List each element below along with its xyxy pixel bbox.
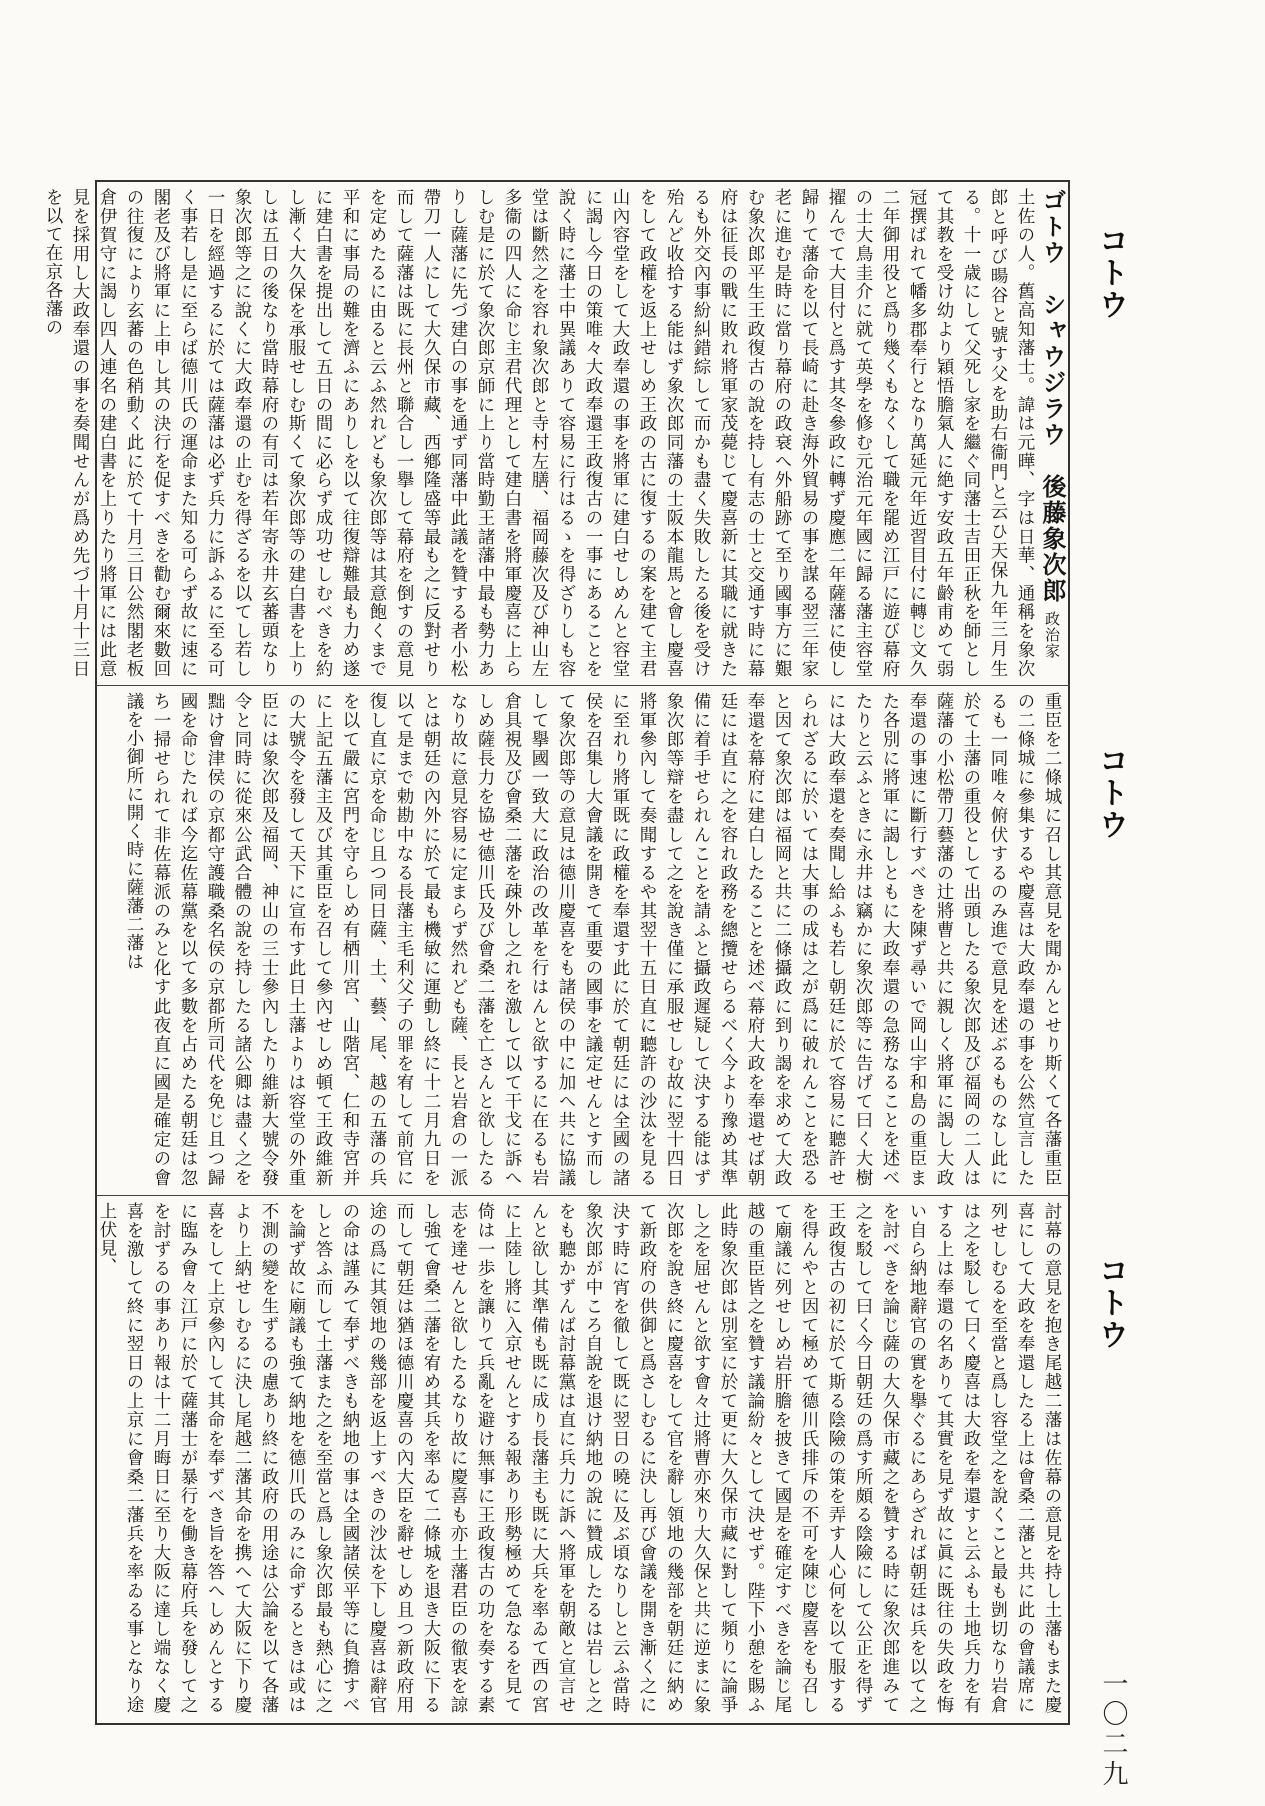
- tier-divider-2: [95, 1195, 1070, 1196]
- tier-top-text: [43, 188, 1066, 678]
- entry-field: 政治家: [1043, 610, 1061, 659]
- entry-heading: ゴトウ シャウジラウ 後藤象次郎: [1038, 188, 1066, 604]
- running-head-top: コトウ: [1093, 225, 1128, 321]
- entry-body-3: 討幕の意見を抱き尾越二藩は佐幕の意見を持し土藩もまた慶喜にして大政を奉還したる上は會桑二藩と共に此の會議席に列せしむるを至當と爲し容堂之を說くこと最も剴切なり岩倉は之を駁して曰く慶喜は大政を奉還すと云ふも土地兵力を有する上は奉還の名ありて其實を見ず故に眞に既往の失政を悔い自ら納地辭官の實を擧ぐるにあらざれば朝廷は兵を以て之を討べきを論じ薩の大久保市藏之を贊する時に象次郎進みて之を駁して曰く今日朝廷の爲す所頗る陰險にして公正を得ず王政復古の初に於て斯る陰險の策を弄す人心何を以て服するを得んやと因て極めて德川氏排斥の不可を陳じ慶喜をも召して廟議に列せしめ岩肝膽を披きて國是を確定すべきを論じ尾越の重臣皆之を贊す議論紛々として決せず。陛下小憩を賜ふ此時象次郎は別室に於て更に大久保市藏に對して頻りに論爭し之を屈せんと欲す會々辻將曹亦來り大久保と共に逆まに象次郎を說き終に慶喜をして官を辭し領地の幾部を朝廷に納めて新政府の供御と爲さしむるに決し再び會議を開き漸く之に決す時に宵を徹して既に翌日の曉に及ぶ頃なりしと云ふ當時象次郎が中ころ自說を退け納地の說に贊成したるは岩しと之をも聽かずんば討幕黨は直に兵力に訴へ將軍を朝敵と宣言せんと欲し其準備も既に成り長藩主も既に大兵を率ゐて西の宮に上陸し將に入京せんとする報あり形勢極めて急なるを見て倚は一歩を讓りて兵亂を避け無事に王政復古の功を奏する素志を達せんと欲したるなり故に慶喜も亦土藩君臣の徹衷を諒し強て會桑二藩を宥め其兵を率ゐて二條城を退き大阪に下る而して朝廷は猶ほ德川慶喜の內大臣を辭せしめ且つ新政府用途の爲に其領地の幾部を返上すべきの沙汰を下し慶喜は辭官の命は謹みて奉ずべきも納地の事は全國諸侯平等に負擔すべしと答ふ而して土藩また之を至當と爲し象次郎最も熱心に之を論ず故に廟議も強て納地を德川氏のみに命ずるときは或は不測の變を生ずるの慮あり終に政府の用途は公論を以て各藩より上納せしむるに決し尾越二藩其命を携へて大阪に下り慶喜をして上京參內して其命を奉ずべき旨を答へしめんとするに臨み會々江戸に於て薩藩士が暴行を働き幕府兵を發して之を討ずるの事あり報は十二月晦日に至り大阪に達し端なく慶喜を激して終に翌日の上京に會桑二藩兵を率ゐる事となり途上伏見、: [97, 1202, 1062, 1714]
- tier-divider-1: [95, 685, 1070, 686]
- page-number: 一〇二九: [1098, 1670, 1128, 1790]
- entry-body-2: 重臣を二條城に召し其意見を聞かんとせり斯くて各藩重臣の二條城に參集するや慶喜は大政奉還の事を公然宣言したるも一同唯々俯伏するのみ進で意見を述ぶるものなし此に於て土藩の重役として出頭したる象次郎及び福岡の二人は薩藩の小松帶刀藝藩の辻將曹と共に親しく將軍に謁し大政奉還の事速に斷行すべきを陳ず尋いで岡山宇和島の重臣また各別に將軍に謁しともに大政奉還の急務なることを述べたりと云ふときに永井は竊かに象次郎等に告げて曰く大樹には大政奉還を奏聞し給ふも若し朝廷に於て容易に聽許せられざるに於いては大事の成は之が爲に破れんことを恐ると因て象次郎は福岡と共に二條攝政に到り謁を求めて大政奉還を幕府に建白したることを述べ幕府大政を奉還せば朝廷には直に之を容れ政務を總攬せらるべく今より豫め其準備に着手せられんことを請ふと攝政遲疑して決する能はず象次郎等辯を盡して之を說き僅に承服せしむ故に翌十四日將軍參內して奏聞するや其翌十五日直に聽許の沙汰を見るに至れり將軍既に政權を奉還す此に於て朝廷には全國の諸侯を召集し大會議を開きて重要の國事を議定せんとす而して象次郎等の意見は德川慶喜をも諸侯の中に加へ共に協議して擧國一致大に政治の改革を行はんと欲するに在るも岩倉具視及び會桑二藩を疎外し之れを激して以て干戈に訴へしめ薩長力を協せ德川氏及び會桑二藩を亡さんと欲したるなり故に意見容易に定まらず然れども薩、長と岩倉の一派とは朝廷の內外に於て最も機敏に運動し終に十二月九日を以て是まで勅勘中なる長藩主毛利父子の罪を宥して前官に復し直に京を命じ且つ同日薩、土、藝、尾、越の五藩の兵を以て嚴に宮門を守らしめ有栖川宮、山階宮、仁和寺宮并に上記五藩主及び其重臣を召して參內せしめ頓て王政維新の大號令を發して天下に宣布す此日土藩よりは容堂の外重臣には象次郎及福岡、神山の三士參內したり維新大號令發令と同時に從來公武合體の說を持したる諸公卿は盡く之を黜け會津侯の京都守護職桑名侯の京都所司代を免じ且つ歸國を命じたれば今迄佐幕黨を以て多數を占めたる朝廷は忽ち一掃せられて非佐幕派のみと化す此夜直に國是確定の會議を小御所に開く時に薩藩二藩は: [124, 692, 1062, 1187]
- text-tier-top: [43, 188, 1066, 678]
- running-head-bottom: コトウ: [1093, 1255, 1128, 1351]
- entry-body-1: 土佐の人。舊高知藩士。諱は元曄、字は日華、通稱を象次郎と呼び暘谷と號す父を助右衞門と云ひ天保九年三月生る。十一歳にして父死し家を繼ぐ同藩士吉田正秋を師として其教を受け幼より穎悟膽氣人に絶す安政五年齡甫めて弱冠撰ばれて幡多郡奉行となり萬延元年近習目付に轉じ文久二年御用役と爲り幾くもなくして職を罷め江戸に遊び幕府の士大鳥圭介に就て英學を修む元治元年國に歸る藩主容堂擢んでて大目付と爲す其冬參政に轉ず慶應二年薩藩に使し歸りて藩命を以て長崎に赴き海外貿易の事を謀る翌三年家老に進む是時に當り幕府の政衰へ外船跡て至り國事方に艱む象次郎平生王政復古の說を持し有志の士と交通す時に幕府は征長の戰に敗れ將軍家茂薨じて慶喜新に其職に就きたるも外交內事紛糾錯綜して而かも盡く失敗したる後を受け殆んど收拾する能はず象次郎同藩の士阪本龍馬と會し慶喜をして政權を返上せしめ王政の古に復するの案を建て主君山內容堂をして大政奉還の事を將軍に建白せしめんと容堂に謁し今日の策唯々大政奉還王政復古の一事にあることを說く時に藩士中異議ありて容易に行はるゝを得ざりしも容堂は斷然之を容れ象次郎と寺村左膳、福岡藤次及び神山左多衞の四人に命じ主君代理として建白書を將軍慶喜に上らしむ是に於て象次郎京師に上り當時勤王諸藩中最も勢力ありし薩藩に先づ建白の事を通ず同藩中此議を贊する者小松帶刀一人にして大久保市藏、西鄕隆盛等最も之に反對せり而して薩藩は既に長州と聯合し一擧して幕府を倒すの意見を定めたるに由ると云ふ然れども象次郎等は其意飽くまで平和に事局の難を濟ふにありしを以て往復辯難最も力め遂に建白書を提出して五日の間に必らず成功せしむべきを約し漸く大久保を承服せしむ斯くて象次郎等の建白書を上りしは五日の後なり當時幕府の有司は若年寄永井玄蕃頭なり象次郎等之に說くに大政奉還の止むを得ざるを以てし若し一日を經過するに於ては薩藩は必ず兵力に訴ふるに至る可く事若し是に至らば德川氏の運命また知る可らず故に速に閣老及び將軍に上申し其の決行を促すべきを勸む爾來數回の往復により玄蕃の色稍動く此に於て十月三日公然閣老板倉伊賀守に謁し四人連名の建白書を上りたり將軍には此意見を採用し大政奉還の事を奏聞せんが爲め先づ十月十三日を以て在京各藩の: [43, 188, 1035, 678]
- running-head-middle: コトウ: [1093, 745, 1128, 841]
- text-tier-bottom: [97, 1202, 1065, 1714]
- text-tier-middle: [100, 692, 1065, 1187]
